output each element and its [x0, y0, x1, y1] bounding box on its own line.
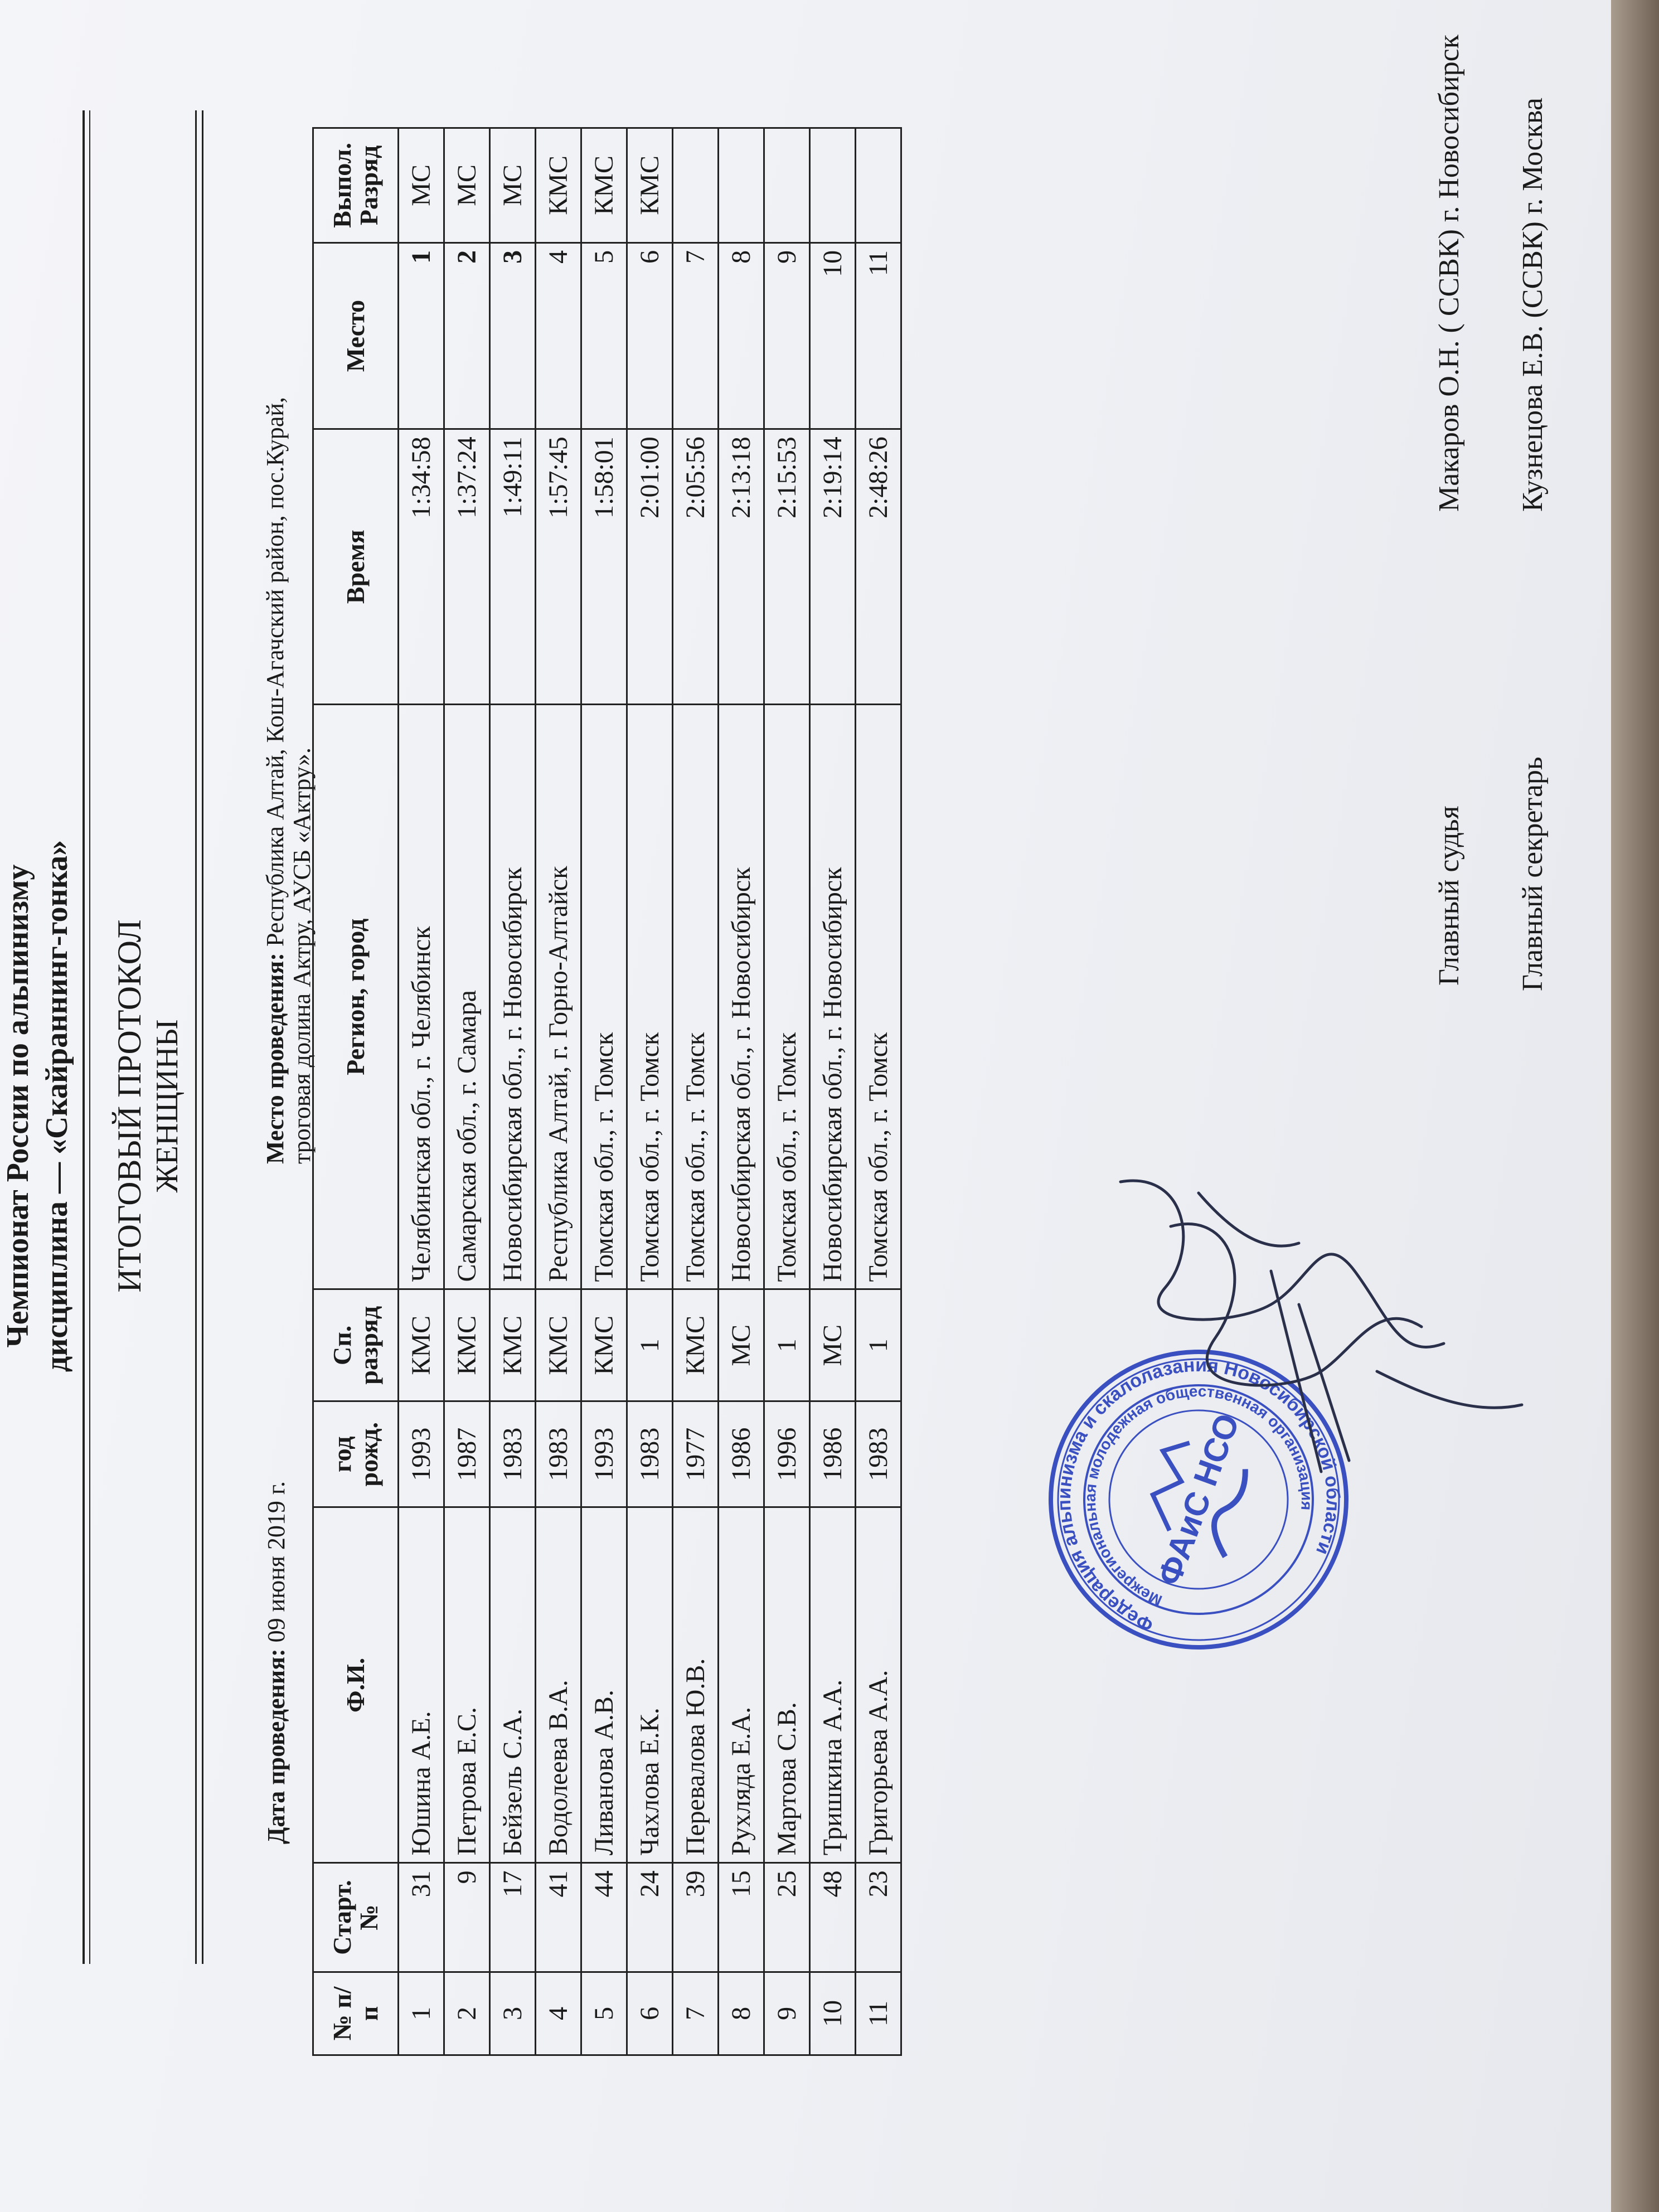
col-num-header: № п/п: [313, 1972, 399, 2055]
row-earned-rank: [673, 128, 719, 243]
row-name: Григорьева А.А.: [856, 1507, 901, 1863]
row-region: Томская обл., г. Томск: [581, 705, 627, 1289]
row-earned-rank: [719, 128, 764, 243]
row-num: 3: [490, 1972, 536, 2055]
row-place: 7: [673, 242, 719, 429]
row-region: Республика Алтай, г. Горно-Алтайск: [536, 705, 581, 1289]
row-time: 1:34:58: [399, 429, 444, 705]
table-row: [719, 128, 764, 2055]
row-name: Петрова Е.С.: [444, 1507, 490, 1863]
table-row: [490, 128, 536, 2055]
results-table: [312, 127, 902, 2056]
row-earned-rank: КМС: [536, 128, 581, 243]
row-num: 2: [444, 1972, 490, 2055]
stamp-center-text: ФАиС НСО: [1150, 1409, 1247, 1590]
col-rank-header: Сп. разряд: [313, 1289, 399, 1401]
row-start-number: 39: [673, 1863, 719, 1972]
row-start-number: 23: [856, 1863, 901, 1972]
header-rule-3: [202, 110, 203, 1964]
row-birth-year: 1977: [673, 1401, 719, 1507]
row-num: 10: [810, 1972, 856, 2055]
row-place: 11: [856, 242, 901, 429]
row-start-number: 48: [810, 1863, 856, 1972]
table-row: [536, 128, 581, 2055]
row-region: Самарская обл., г. Самара: [444, 705, 490, 1289]
col-start-header: Старт. №: [313, 1863, 399, 1972]
row-birth-year: 1993: [399, 1401, 444, 1507]
row-region: Томская обл., г. Томск: [764, 705, 810, 1289]
col-name-header: Ф.И.: [313, 1507, 399, 1863]
row-time: 2:19:14: [810, 429, 856, 705]
row-rank: КМС: [490, 1289, 536, 1401]
event-date: [262, 1481, 290, 1844]
table-row: [810, 128, 856, 2055]
discipline-title: дисциплина — «Скайраннинг-гонка»: [40, 840, 74, 1372]
row-time: 1:37:24: [444, 429, 490, 705]
row-name: Чахлова Е.К.: [627, 1507, 673, 1863]
row-name: Тришкина А.А.: [810, 1507, 856, 1863]
date-value: 09 июня 2019 г.: [263, 1481, 290, 1643]
row-start-number: 25: [764, 1863, 810, 1972]
row-place: 10: [810, 242, 856, 429]
row-place: 9: [764, 242, 810, 429]
col-earned-header: Выпол. Разряд: [313, 128, 399, 243]
row-start-number: 9: [444, 1863, 490, 1972]
row-time: 2:48:26: [856, 429, 901, 705]
protocol-title: ИТОГОВЫЙ ПРОТОКОЛ: [111, 919, 148, 1293]
date-label: Дата проведения:: [263, 1648, 290, 1844]
row-num: 4: [536, 1972, 581, 2055]
row-rank: МС: [810, 1289, 856, 1401]
row-name: Юшина А.Е.: [399, 1507, 444, 1863]
row-start-number: 15: [719, 1863, 764, 1972]
row-name: Перевалова Ю.В.: [673, 1507, 719, 1863]
row-start-number: 24: [627, 1863, 673, 1972]
row-num: 11: [856, 1972, 901, 2055]
table-row: [673, 128, 719, 2055]
row-region: Челябинская обл., г. Челябинск: [399, 705, 444, 1289]
header-rule-2: [195, 110, 197, 1964]
row-place: 8: [719, 242, 764, 429]
row-region: Новосибирская обл., г. Новосибирск: [490, 705, 536, 1289]
row-earned-rank: КМС: [627, 128, 673, 243]
col-region-header: Регион, город: [313, 705, 399, 1289]
row-birth-year: 1986: [810, 1401, 856, 1507]
row-birth-year: 1987: [444, 1401, 490, 1507]
secretary-name: Кузнецова Е.В. (ССВК) г. Москва: [1517, 98, 1549, 512]
row-rank: КМС: [673, 1289, 719, 1401]
row-earned-rank: [810, 128, 856, 243]
row-time: 1:57:45: [536, 429, 581, 705]
place-value-line2: троговая долина Актру, АУСБ «Актру».: [288, 748, 316, 1164]
row-rank: 1: [627, 1289, 673, 1401]
header-rule-thick: [83, 110, 85, 1964]
row-rank: 1: [856, 1289, 901, 1401]
table-header-row: [313, 128, 399, 2055]
row-birth-year: 1986: [719, 1401, 764, 1507]
row-earned-rank: [856, 128, 901, 243]
row-num: 6: [627, 1972, 673, 2055]
row-place: 1: [399, 242, 444, 429]
secretary-label: Главный секретарь: [1517, 756, 1549, 991]
category-title: ЖЕНЩИНЫ: [150, 1019, 185, 1193]
row-region: Томская обл., г. Томск: [856, 705, 901, 1289]
row-time: 1:49:11: [490, 429, 536, 705]
row-birth-year: 1996: [764, 1401, 810, 1507]
row-start-number: 17: [490, 1863, 536, 1972]
row-rank: КМС: [399, 1289, 444, 1401]
stamp-inner-text: Межрегиональная молодежная общественная организация: [1081, 1382, 1316, 1610]
row-birth-year: 1983: [536, 1401, 581, 1507]
row-place: 6: [627, 242, 673, 429]
row-birth-year: 1983: [856, 1401, 901, 1507]
row-earned-rank: [764, 128, 810, 243]
event-place: [262, 122, 316, 1164]
row-rank: КМС: [444, 1289, 490, 1401]
championship-title: Чемпионат России по альпинизму: [1, 864, 35, 1348]
row-earned-rank: МС: [399, 128, 444, 243]
row-name: Рухляда Е.А.: [719, 1507, 764, 1863]
row-time: 2:13:18: [719, 429, 764, 705]
row-name: Водолеева В.А.: [536, 1507, 581, 1863]
table-row: [627, 128, 673, 2055]
row-name: Бейзель С.А.: [490, 1507, 536, 1863]
row-region: Томская обл., г. Томск: [627, 705, 673, 1289]
row-region: Томская обл., г. Томск: [673, 705, 719, 1289]
table-row: [444, 128, 490, 2055]
row-birth-year: 1983: [490, 1401, 536, 1507]
row-place: 4: [536, 242, 581, 429]
judge-label: Главный судья: [1433, 806, 1465, 986]
row-birth-year: 1993: [581, 1401, 627, 1507]
row-region: Новосибирская обл., г. Новосибирск: [810, 705, 856, 1289]
row-start-number: 41: [536, 1863, 581, 1972]
row-place: 3: [490, 242, 536, 429]
row-rank: 1: [764, 1289, 810, 1401]
row-name: Ливанова А.В.: [581, 1507, 627, 1863]
row-region: Новосибирская обл., г. Новосибирск: [719, 705, 764, 1289]
judge-name: Макаров О.Н. ( ССВК) г. Новосибирск: [1433, 35, 1465, 512]
row-start-number: 31: [399, 1863, 444, 1972]
row-num: 9: [764, 1972, 810, 2055]
row-earned-rank: КМС: [581, 128, 627, 243]
col-year-header: год рожд.: [313, 1401, 399, 1507]
row-time: 2:15:53: [764, 429, 810, 705]
col-time-header: Время: [313, 429, 399, 705]
row-place: 5: [581, 242, 627, 429]
row-rank: КМС: [536, 1289, 581, 1401]
row-earned-rank: МС: [444, 128, 490, 243]
row-start-number: 44: [581, 1863, 627, 1972]
row-time: 1:58:01: [581, 429, 627, 705]
header-rule-thin: [89, 110, 90, 1964]
row-rank: КМС: [581, 1289, 627, 1401]
row-num: 8: [719, 1972, 764, 2055]
place-value-line1: Республика Алтай, Кош-Агачский район, пос.Курай,: [261, 397, 289, 947]
col-place-header: Место: [313, 242, 399, 429]
table-row: [399, 128, 444, 2055]
row-birth-year: 1983: [627, 1401, 673, 1507]
table-row: [581, 128, 627, 2055]
signature-scribble: [1087, 1160, 1544, 1516]
row-num: 1: [399, 1972, 444, 2055]
row-place: 2: [444, 242, 490, 429]
row-num: 7: [673, 1972, 719, 2055]
table-row: [764, 128, 810, 2055]
row-rank: МС: [719, 1289, 764, 1401]
table-row: [856, 128, 901, 2055]
stamp-outer-text: Федерация альпинизма и скалолазания Новосибирской области: [1053, 1354, 1344, 1636]
place-label: Место проведения:: [261, 953, 289, 1164]
row-time: 2:01:00: [627, 429, 673, 705]
row-num: 5: [581, 1972, 627, 2055]
row-earned-rank: МС: [490, 128, 536, 243]
row-name: Мартова С.В.: [764, 1507, 810, 1863]
row-time: 2:05:56: [673, 429, 719, 705]
